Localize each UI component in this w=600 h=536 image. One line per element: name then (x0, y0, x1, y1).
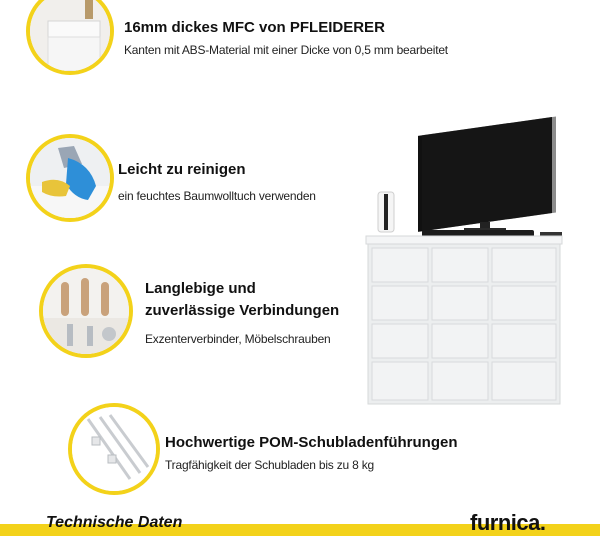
drawer-runner-icon (72, 407, 156, 491)
feature-4-title: Hochwertige POM-Schubladenführungen (165, 434, 458, 451)
dresser-icon (366, 236, 562, 404)
connector-screws-icon (43, 268, 129, 354)
cleaning-cloth-icon (30, 138, 110, 218)
feature-4-subtitle: Tragfähigkeit der Schubladen bis zu 8 kg (165, 458, 375, 472)
board-edge-icon (30, 0, 110, 71)
feature-2-subtitle: ein feuchtes Baumwolltuch verwenden (118, 189, 316, 203)
console-icon (378, 192, 394, 232)
feature-image-cleaning (26, 134, 114, 222)
technical-data-label: Technische Daten (46, 514, 183, 531)
feature-3-title-line2: zuverlässige Verbindungen (145, 302, 340, 319)
feature-3-subtitle: Exzenterverbinder, Möbelschrauben (145, 332, 331, 346)
feature-1-title: 16mm dickes MFC von PFLEIDERER (124, 19, 385, 36)
feature-3-title-line1: Langlebige und (145, 280, 256, 297)
feature-image-board (26, 0, 114, 75)
feature-2-title: Leicht zu reinigen (118, 161, 246, 178)
tv-icon (418, 116, 556, 232)
brand-logo: furnica. (470, 510, 546, 535)
feature-1-subtitle: Kanten mit ABS-Material mit einer Dicke von 0,5 mm bearbeitet (124, 43, 448, 57)
feature-image-runners (68, 403, 160, 495)
feature-image-connectors (39, 264, 133, 358)
dresser-with-tv-image (360, 110, 600, 410)
